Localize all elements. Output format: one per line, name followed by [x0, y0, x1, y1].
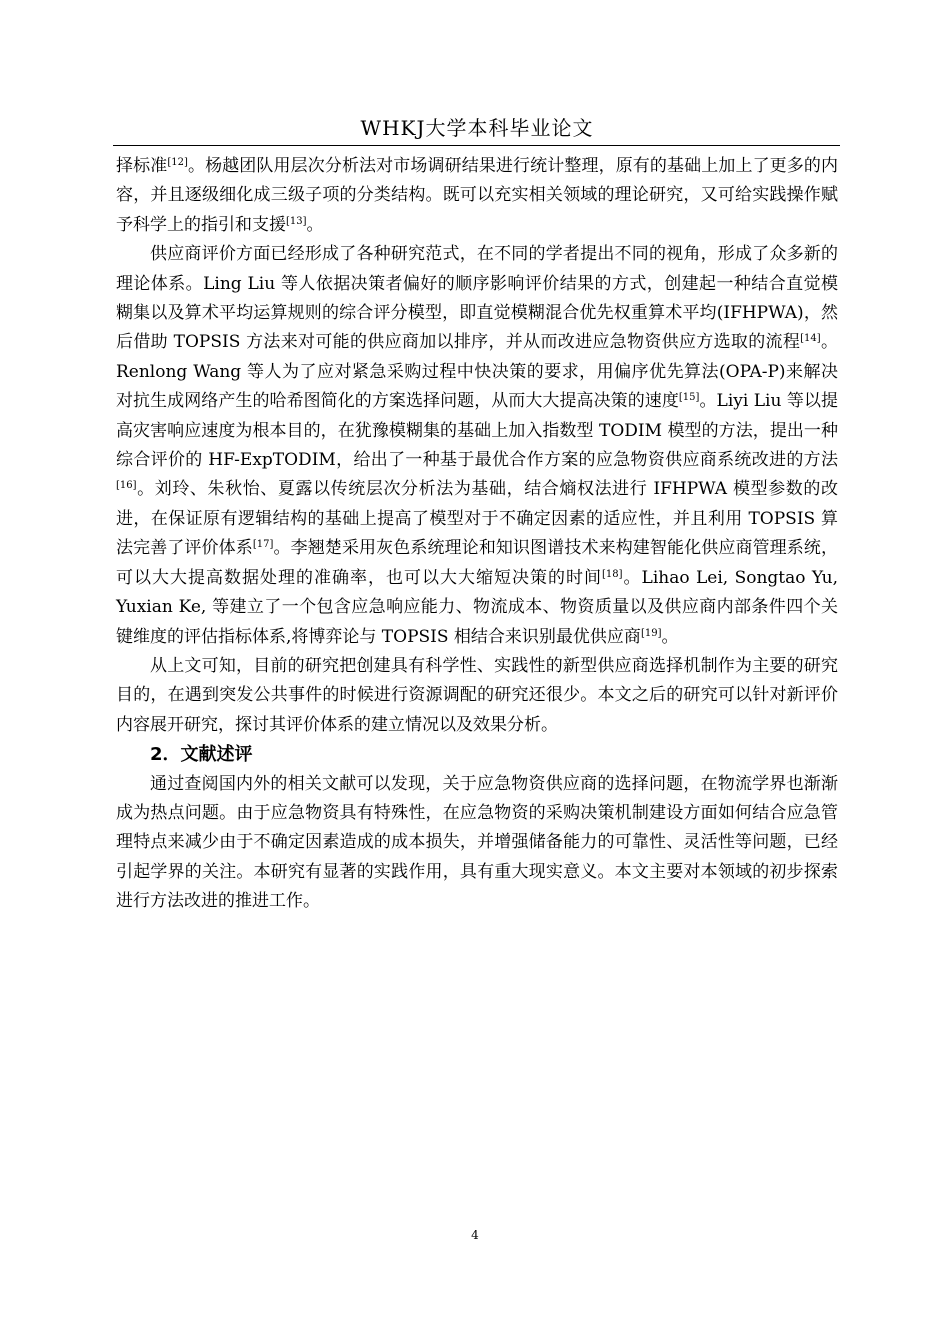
- text-run: 供应商评价方面已经形成了各种研究范式，在不同的学者提出不同的视角，形成了众多新的理论体系。Ling Liu 等人依据决策者偏好的顺序影响评价结果的方式，创建起一种结合直觉模糊集以及算术平均运算规则的综合评分模型，即直觉模糊混合优先权重算术平均(IFHPWA)，然后借助 TOPSIS 方法来对可能的供应商加以排序，并从而改进应急物资供应方选取的流程: [116, 244, 838, 353]
- citation-ref: [13]: [286, 215, 307, 227]
- text-run: 。杨越团队用层次分析法对市场调研结果进行统计整理，原有的基础上加上了更多的内容，并且逐级细化成三级子项的分类结构。既可以充实相关领域的理论研究，又可给实践操作赋予科学上的指引和支援: [116, 156, 838, 235]
- text-run: 。: [661, 626, 679, 647]
- paragraph-supplier-evaluation: [116, 240, 838, 652]
- text-run: 。Lihao Lei, Songtao Yu, Yuxian Ke, 等建立了一个包含应急响应能力、物流成本、物资质量以及供应商内部条件四个关键维度的评估指标体系,将博弈论与 TOPSIS 相结合来识别最优供应商: [116, 567, 838, 647]
- paragraph-continuation: [116, 152, 838, 240]
- citation-ref: [19]: [640, 627, 662, 639]
- paragraph-literature-review: 通过查阅国内外的相关文献可以发现，关于应急物资供应商的选择问题，在物流学界也渐渐成为热点问题。由于应急物资具有特殊性，在应急物资的采购决策机制建设方面如何结合应急管理特点来减少由于不确定因素造成的成本损失，并增强储备能力的可靠性、灵活性等问题，已经引起学界的关注。本研究有显著的实践作用，具有重大现实意义。本文主要对本领域的初步探索进行方法改进的推进工作。: [116, 773, 838, 912]
- body-text: [116, 152, 838, 917]
- paragraph-summary: [116, 652, 838, 740]
- citation-ref: [15]: [678, 392, 700, 404]
- citation-ref: [12]: [167, 157, 188, 168]
- text-run: 。: [306, 214, 324, 235]
- page-header: WHKJ大学本科毕业论文: [360, 116, 594, 140]
- header-rule: [113, 145, 840, 146]
- text-run: 。Liyi Liu 等以提高灾害响应速度为根本目的，在犹豫模糊集的基础上加入指数型 TODIM 模型的方法，提出一种综合评价的 HF-ExpTODIM，给出了一种基于最优合作方案的应急物资供应商系统改进的方法: [116, 391, 839, 471]
- citation-ref: [16]: [116, 480, 137, 492]
- citation-ref: [17]: [252, 539, 274, 551]
- text-run: 从上文可知，目前的研究把创建具有科学性、实践性的新型供应商选择机制作为主要的研究目的，在遇到突发公共事件的时候进行资源调配的研究还很少。本文之后的研究可以针对新评价内容展开研究，探讨其评价体系的建立情况以及效果分析。: [116, 655, 838, 735]
- section-heading: 2．文献述评: [150, 744, 253, 766]
- text-run: 择标准: [116, 156, 168, 176]
- text-run: 。李翘楚采用灰色系统理论和知识图谱技术来构建智能化供应商管理系统，可以大大提高数据处理的准确率，也可以大大缩短决策的时间: [116, 538, 839, 588]
- citation-ref: [18]: [602, 568, 623, 580]
- page-number: 4: [471, 1228, 479, 1242]
- text-run: 。刘玲、朱秋怡、夏露以传统层次分析法为基础，结合熵权法进行 IFHPWA 模型参数的改进，在保证原有逻辑结构的基础上提高了模型对于不确定因素的适应性，并且利用 TOPSIS 算法完善了评价体系: [116, 479, 838, 559]
- citation-ref: [14]: [800, 333, 821, 345]
- text-run: 。Renlong Wang 等人为了应对紧急采购过程中快决策的要求，用偏序优先算法(OPA-P)来解决对抗生成网络产生的哈希图简化的方案选择问题，从而大大提高决策的速度: [116, 332, 839, 412]
